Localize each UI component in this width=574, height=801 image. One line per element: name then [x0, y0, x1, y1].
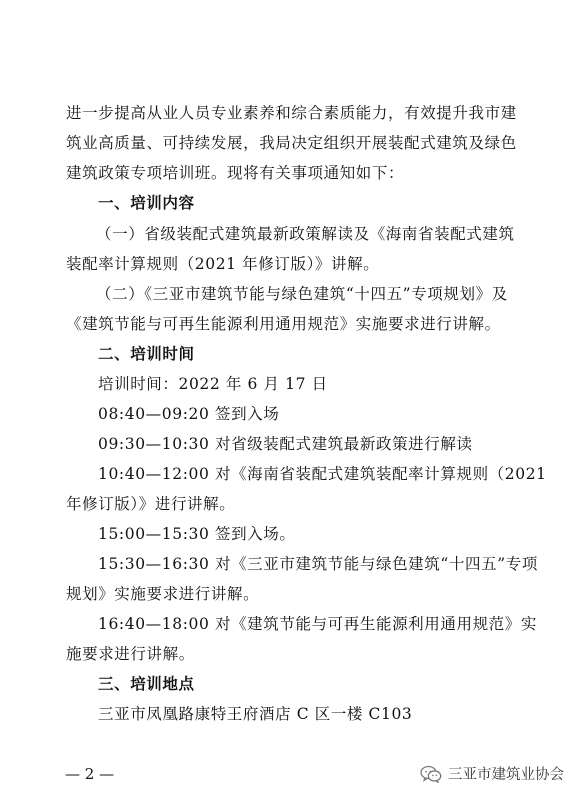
training-location: 三亚市凤凰路康特王府酒店 C 区一楼 C103 — [98, 705, 413, 723]
schedule-item-5-line-1: 15:30—16:30 对《三亚市建筑节能与绿色建筑“十四五”专项 — [98, 555, 538, 573]
page-number: — 2 — — [65, 765, 115, 783]
intro-line-1: 进一步提高从业人员专业素养和综合素质能力，有效提升我市建 — [66, 104, 517, 122]
intro-line-2: 筑业高质量、可持续发展，我局决定组织开展装配式建筑及绿色 — [66, 134, 517, 152]
schedule-item-6-line-1: 16:40—18:00 对《建筑节能与可再生能源利用通用规范》实 — [98, 615, 537, 633]
schedule-item-3-line-1: 10:40—12:00 对《海南省装配式建筑装配率计算规则（2021 — [98, 465, 547, 483]
schedule-item-3-line-2: 年修订版）》进行讲解。 — [66, 495, 236, 513]
schedule-item-1: 08:40—09:20 签到入场 — [98, 405, 280, 423]
wechat-icon — [420, 765, 442, 783]
account-name: 三亚市建筑业协会 — [448, 767, 564, 783]
section-heading-content: 一、培训内容 — [98, 193, 195, 212]
schedule-item-5-line-2: 规划》实施要求进行讲解。 — [66, 585, 260, 603]
content-item-2-line-1: （二）《三亚市建筑节能与绿色建筑“十四五”专项规划》及 — [96, 285, 508, 303]
section-heading-location: 三、培训地点 — [98, 674, 195, 693]
schedule-item-4: 15:00—15:30 签到入场。 — [98, 525, 296, 543]
section-heading-time: 二、培训时间 — [98, 344, 195, 363]
intro-line-3: 建筑政策专项培训班。现将有关事项通知如下： — [66, 164, 405, 182]
schedule-item-2: 09:30—10:30 对省级装配式建筑最新政策进行解读 — [98, 435, 473, 453]
content-item-1-line-1: （一）省级装配式建筑最新政策解读及《海南省装配式建筑 — [96, 225, 515, 243]
wechat-account-watermark — [420, 763, 564, 784]
content-item-1-line-2: 装配率计算规则（2021 年修订版）》讲解。 — [66, 255, 380, 273]
content-item-2-line-2: 《建筑节能与可再生能源利用通用规范》实施要求进行讲解。 — [66, 315, 501, 333]
schedule-item-6-line-2: 施要求进行讲解。 — [66, 645, 195, 663]
training-date: 培训时间：2022 年 6 月 17 日 — [98, 375, 328, 393]
